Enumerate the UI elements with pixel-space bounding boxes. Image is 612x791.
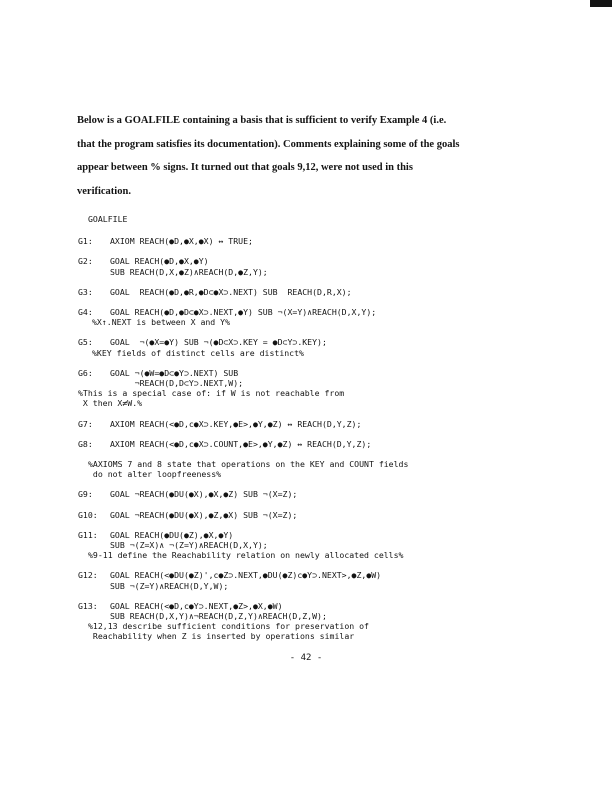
intro-line: verification.: [77, 185, 131, 197]
goal-label: G2:: [78, 256, 93, 267]
goal-g8: [78, 439, 588, 449]
comment-g6-cont: X then X≠W.%: [78, 398, 143, 409]
goal-label: G12:: [78, 570, 98, 581]
goal-g12: [78, 570, 588, 590]
comment-g6: %This is a special case of: if W is not reachable from: [78, 388, 345, 399]
goal-line: GOAL REACH(●D,●X,●Y): [110, 256, 209, 267]
goal-label: G4:: [78, 307, 93, 318]
goal-line: GOAL REACH(●D,●R,●D⊂●X⊃.NEXT) SUB REACH(D,R,X);: [110, 286, 352, 297]
goal-g2: [78, 256, 588, 276]
goal-line: GOAL ¬REACH(●DU(●X),●X,●Z) SUB ¬(X=Z);: [110, 489, 298, 500]
goal-line: GOAL ¬(●X=●Y) SUB ¬(●D⊂X⊃.KEY = ●D⊂Y⊃.KEY);: [110, 337, 327, 348]
goalfile-listing: [78, 214, 588, 642]
goal-label: G11:: [78, 529, 98, 540]
comment-g5: %KEY fields of distinct cells are distinct%: [92, 347, 304, 358]
goal-g13: [78, 601, 588, 621]
goal-g4: [78, 307, 588, 317]
comment-g4: %X↑.NEXT is between X and Y%: [92, 317, 231, 328]
goal-line: GOAL ¬REACH(●DU(●X),●Z,●X) SUB ¬(X=Z);: [110, 509, 298, 520]
goal-line: AXIOM REACH(<●D,c●X⊃.KEY,●E>,●Y,●Z) ↔ REACH(D,Y,Z);: [110, 418, 362, 429]
goal-g9: [78, 489, 588, 499]
goal-line: AXIOM REACH(<●D,c●X⊃.COUNT,●E>,●Y,●Z) ↔ REACH(D,Y,Z);: [110, 438, 372, 449]
goal-label: G5:: [78, 337, 93, 348]
goal-line: GOAL REACH(●DU(●Z),●X,●Y): [110, 529, 234, 540]
comment-g8: %AXIOMS 7 and 8 state that operations on the KEY and COUNT fields: [88, 459, 409, 470]
intro-paragraph: [77, 109, 497, 203]
goal-g5: [78, 337, 588, 347]
goal-label: G10:: [78, 509, 98, 520]
intro-line: appear between % signs. It turned out that goals 9,12, were not used in this: [77, 162, 413, 173]
goal-label: G7:: [78, 418, 93, 429]
goal-g10: [78, 510, 588, 520]
goal-label: G9:: [78, 489, 93, 500]
goal-label: G8:: [78, 438, 93, 449]
goal-line: SUB ¬(Z=Y)∧REACH(D,Y,W);: [110, 580, 229, 591]
goal-line: AXIOM REACH(●D,●X,●X) ↔ TRUE;: [110, 236, 253, 247]
comment-g8-cont: do not alter loopfreeness%: [88, 469, 222, 480]
goal-line: GOAL REACH(<●D,c●Y⊃.NEXT,●Z>,●X,●W): [110, 600, 283, 611]
goal-line: SUB REACH(D,X,●Z)∧REACH(D,●Z,Y);: [110, 266, 268, 277]
goal-label: G6:: [78, 367, 93, 378]
goal-label: G3:: [78, 286, 93, 297]
goalfile-heading: GOALFILE: [88, 214, 128, 224]
goal-line: GOAL ¬(●W=●D⊂●Y⊃.NEXT) SUB: [110, 367, 239, 378]
goal-label: G1:: [78, 236, 93, 247]
goal-g11: [78, 530, 588, 550]
intro-line: that the program satisfies its documentation). Comments explaining some of the goals: [77, 138, 460, 150]
goal-g6: [78, 368, 588, 388]
goal-line: GOAL REACH(●D,●D⊂●X⊃.NEXT,●Y) SUB ¬(X=Y)∧REACH(D,X,Y);: [110, 307, 377, 318]
goal-g3: [78, 287, 588, 297]
goal-line: GOAL REACH(<●DU(●Z)',c●Z⊃.NEXT,●DU(●Z)c●Y⊃.NEXT>,●Z,●W): [110, 570, 382, 581]
comment-g13: %12,13 describe sufficient conditions for preservation of: [88, 621, 369, 632]
intro-line: Below is a GOALFILE containing a basis that is sufficient to verify Example 4 (i.e.: [77, 115, 447, 126]
page-number: - 42 -: [289, 653, 323, 663]
goal-line: SUB ¬(Z=X)∧ ¬(Z=Y)∧REACH(D,X,Y);: [110, 540, 268, 551]
goal-g1: [78, 236, 588, 246]
comment-g11: %9-11 define the Reachability relation on newly allocated cells%: [88, 550, 404, 561]
comment-g13-cont: Reachability when Z is inserted by operations similar: [88, 631, 355, 642]
goal-line: ¬REACH(D,D⊂Y⊃.NEXT,W);: [110, 378, 244, 389]
goal-line: SUB REACH(D,X,Y)∧¬REACH(D,Z,Y)∧REACH(D,Z,W);: [110, 611, 327, 622]
goal-g7: [78, 419, 588, 429]
goal-label: G13:: [78, 600, 98, 611]
corner-mark: [590, 0, 612, 7]
